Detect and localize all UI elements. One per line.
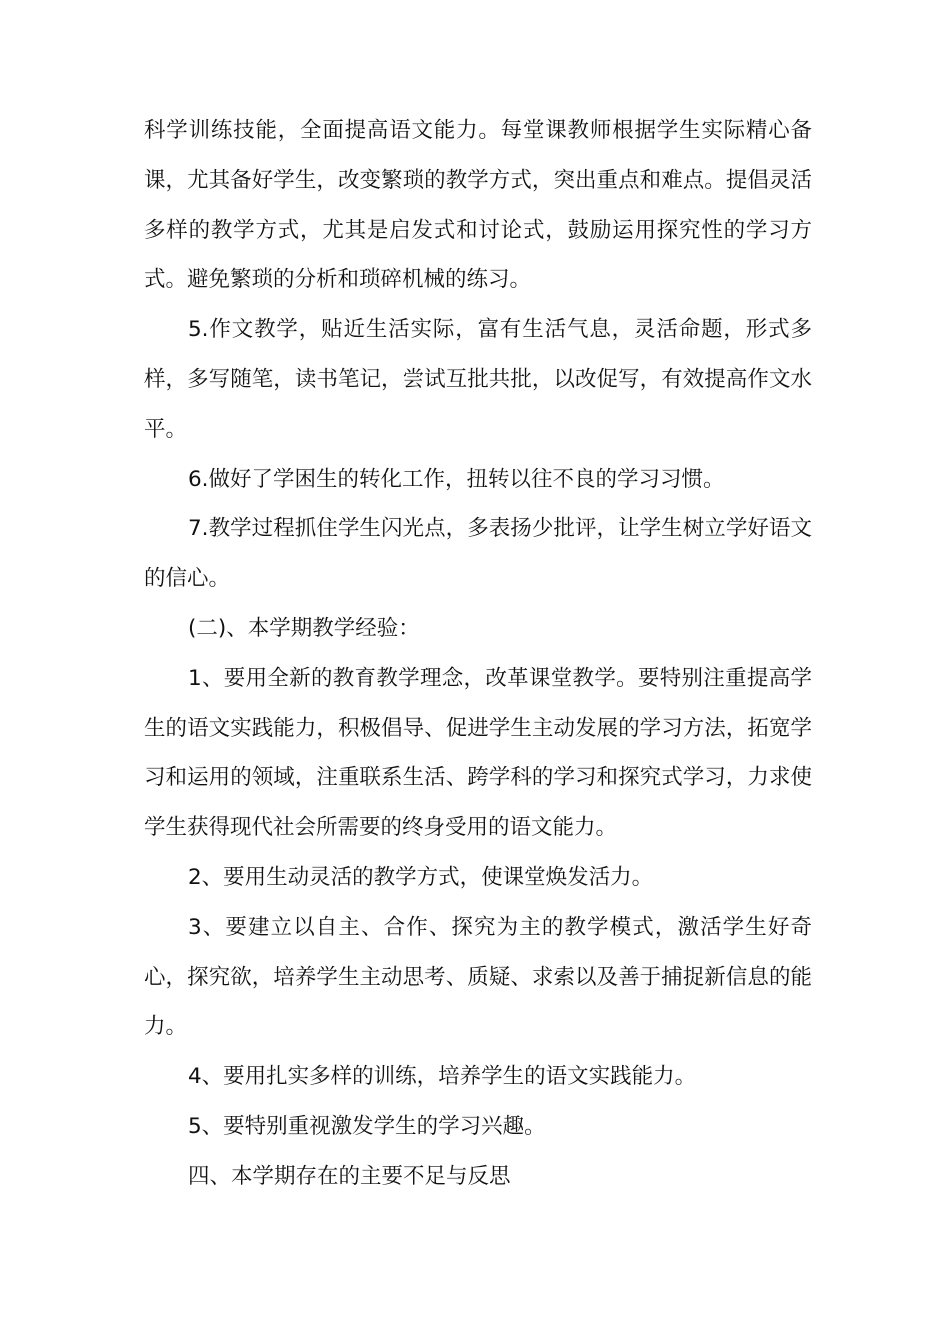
paragraph-experience-4: 4、要用扎实多样的训练，培养学生的语文实践能力。 <box>188 1064 697 1090</box>
paragraph-item-5-composition: 5.作文教学，贴近生活实际，富有生活气息，灵活命题，形式多样，多写随笔，读书笔记，尝试互批共批，以改促写，有效提高作文水平。 <box>144 317 812 442</box>
paragraph-experience-1: 1、要用全新的教育教学理念，改革课堂教学。要特别注重提高学生的语文实践能力，积极倡导、促进学生主动发展的学习方法，拓宽学习和运用的领域，注重联系生活、跨学科的学习和探究式学习，力求使学生获得现代社会所需要的终身受用的语文能力。 <box>144 665 812 841</box>
section-heading-experience: (二)、本学期教学经验： <box>188 615 420 641</box>
paragraph-item-7-encouragement: 7.教学过程抓住学生闪光点，多表扬少批评，让学生树立学好语文的信心。 <box>144 516 812 592</box>
paragraph-item-6-struggling-students: 6.做好了学困生的转化工作，扭转以往不良的学习习惯。 <box>188 466 725 492</box>
paragraph-experience-2: 2、要用生动灵活的教学方式，使课堂焕发活力。 <box>188 864 654 890</box>
paragraph-experience-5: 5、要特别重视激发学生的学习兴趣。 <box>188 1113 546 1139</box>
section-heading-shortcomings: 四、本学期存在的主要不足与反思 <box>188 1163 511 1189</box>
paragraph-experience-3: 3、要建立以自主、合作、探究为主的教学模式，激活学生好奇心，探究欲，培养学生主动思考、质疑、求索以及善于捕捉新信息的能力。 <box>144 914 812 1040</box>
paragraph-continuation: 科学训练技能，全面提高语文能力。每堂课教师根据学生实际精心备课，尤其备好学生，改变繁琐的教学方式，突出重点和难点。提倡灵活多样的教学方式，尤其是启发式和讨论式，鼓励运用探究性的学习方式。避免繁琐的分析和琐碎机械的练习。 <box>144 118 812 293</box>
document-page <box>144 106 812 1202</box>
